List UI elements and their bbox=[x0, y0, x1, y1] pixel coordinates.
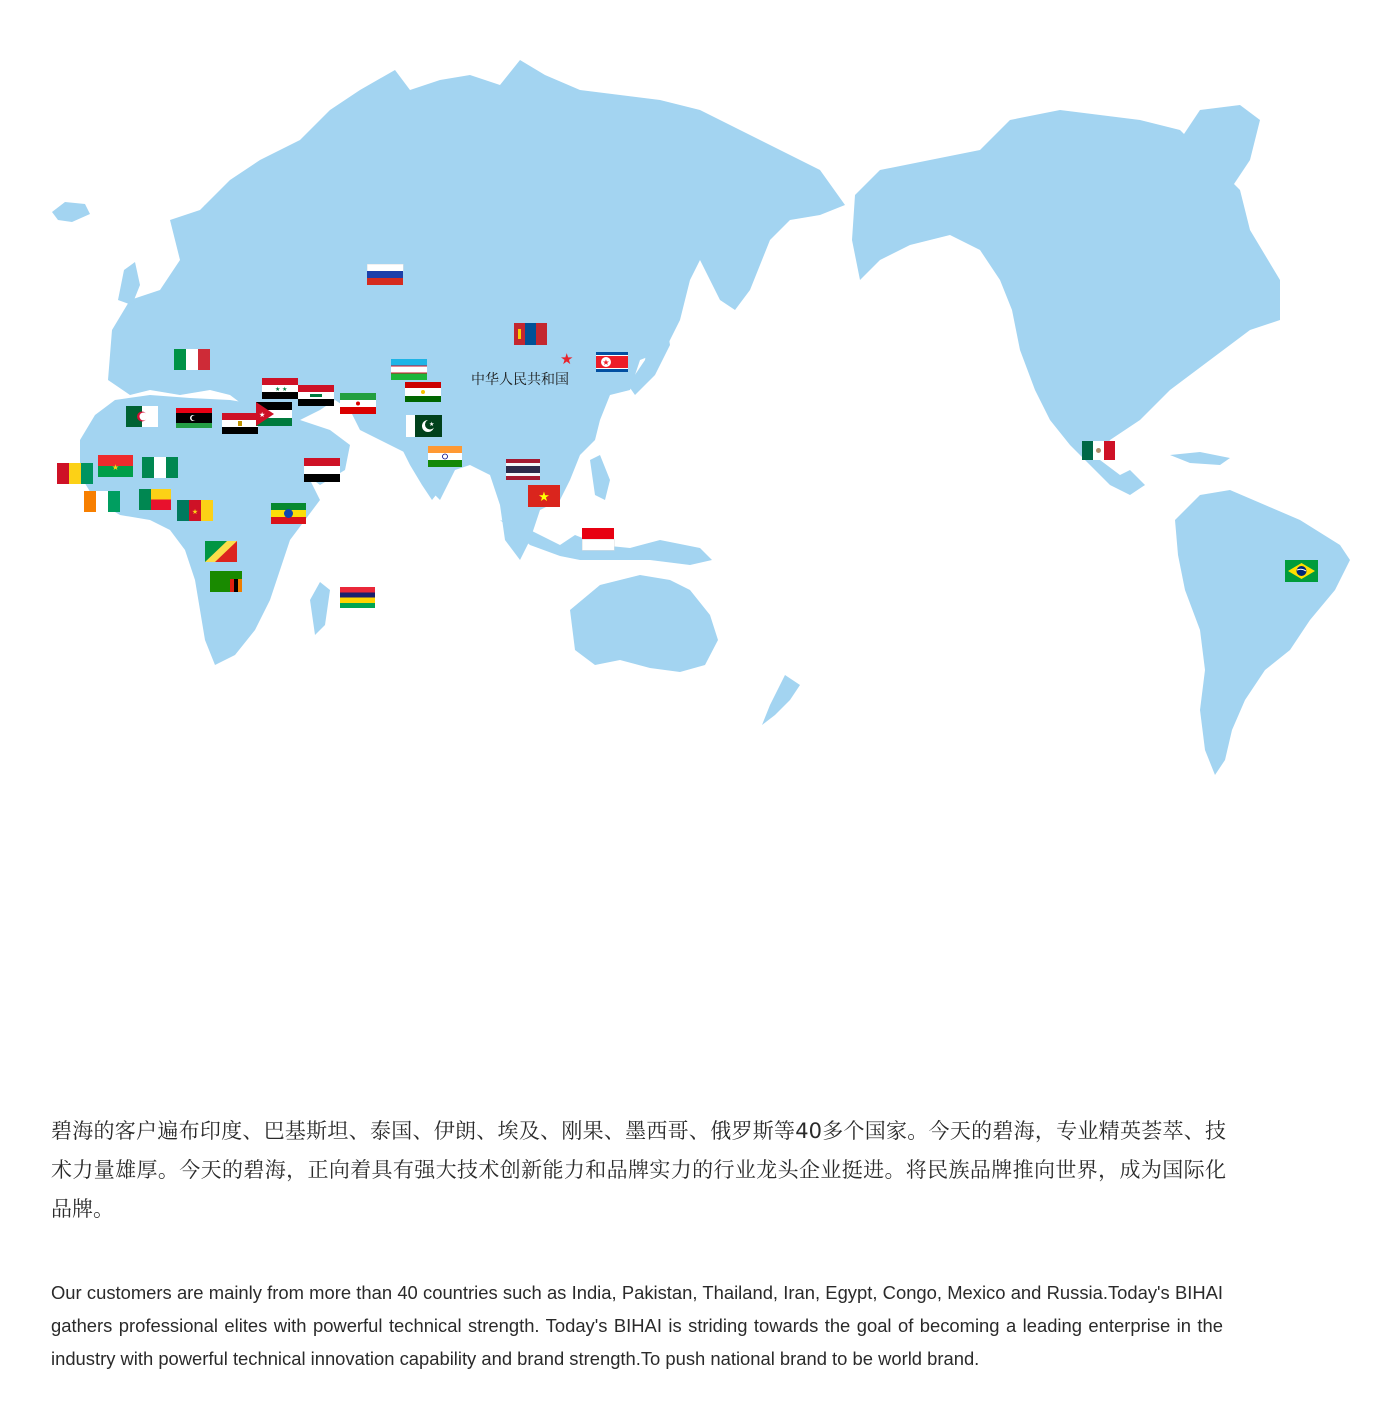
new-zealand-landmass bbox=[762, 675, 800, 725]
flag-nigeria bbox=[142, 457, 178, 478]
flag-syria bbox=[262, 378, 298, 399]
flag-egypt bbox=[222, 413, 258, 434]
china-star-icon: ★ bbox=[560, 350, 574, 368]
flag-italy bbox=[174, 349, 210, 370]
iceland-landmass bbox=[52, 202, 90, 222]
flag-mauritius bbox=[340, 587, 375, 608]
flag-guinea bbox=[57, 463, 93, 484]
flag-iran bbox=[340, 393, 376, 414]
flag-vietnam bbox=[528, 485, 560, 507]
flag-zambia bbox=[210, 571, 242, 592]
flag-benin bbox=[139, 489, 171, 510]
philippines-landmass bbox=[590, 455, 610, 500]
svg-text:★: ★ bbox=[429, 421, 435, 428]
flag-ethiopia bbox=[271, 503, 306, 524]
svg-text:★: ★ bbox=[282, 386, 288, 393]
svg-text:★: ★ bbox=[602, 358, 610, 367]
english-description: Our customers are mainly from more than 40 countries such as India, Pakistan, Thailand, Iran, Egypt, Congo, Mexico and Russia.Today's BIHAI gathers professional elites with powerful technical strength. Today's BIHAI is striding towards the goal of becoming a leading enterprise in the industry with powerful technical innovation capability and brand strength.To push national brand to be world brand. bbox=[51, 1282, 1223, 1369]
flag-mongolia bbox=[514, 323, 547, 345]
flag-cameroon bbox=[177, 500, 213, 521]
madagascar-landmass bbox=[310, 582, 330, 635]
flag-pakistan bbox=[406, 415, 442, 437]
flag-north-korea bbox=[596, 352, 628, 372]
flag-yemen bbox=[304, 458, 340, 482]
chinese-description: 碧海的客户遍布印度、巴基斯坦、泰国、伊朗、埃及、刚果、墨西哥、俄罗斯等40多个国家。今天的碧海，专业精英荟萃、技术力量雄厚。今天的碧海，正向着具有强大技术创新能力和品牌实力的行业龙头企业挺进。将民族品牌推向世界，成为国际化品牌。 bbox=[51, 1119, 1226, 1221]
flag-india bbox=[428, 446, 462, 467]
south-america-landmass bbox=[1175, 490, 1350, 775]
china-label: 中华人民共和国 bbox=[471, 372, 569, 388]
caribbean-landmass bbox=[1170, 452, 1230, 465]
flag-uzbekistan bbox=[391, 359, 427, 380]
flag-congo bbox=[205, 541, 237, 562]
flag-brazil bbox=[1285, 560, 1318, 582]
svg-text:★: ★ bbox=[538, 490, 550, 505]
flag-burkina-faso bbox=[98, 455, 133, 477]
flag-thailand bbox=[506, 459, 540, 480]
flag-indonesia bbox=[582, 528, 614, 550]
flag-tajikistan bbox=[405, 382, 441, 402]
svg-text:★: ★ bbox=[191, 508, 199, 516]
flag-ivory-coast bbox=[84, 491, 120, 512]
flag-jordan bbox=[256, 402, 292, 426]
australia-landmass bbox=[570, 575, 718, 672]
svg-text:★: ★ bbox=[275, 386, 281, 393]
svg-text:★: ★ bbox=[111, 463, 120, 472]
flag-russia bbox=[367, 264, 403, 285]
flag-algeria bbox=[126, 406, 158, 427]
flag-libya bbox=[176, 408, 212, 428]
flag-iraq bbox=[298, 385, 334, 406]
svg-text:★: ★ bbox=[259, 411, 266, 419]
flag-mexico bbox=[1082, 441, 1115, 460]
